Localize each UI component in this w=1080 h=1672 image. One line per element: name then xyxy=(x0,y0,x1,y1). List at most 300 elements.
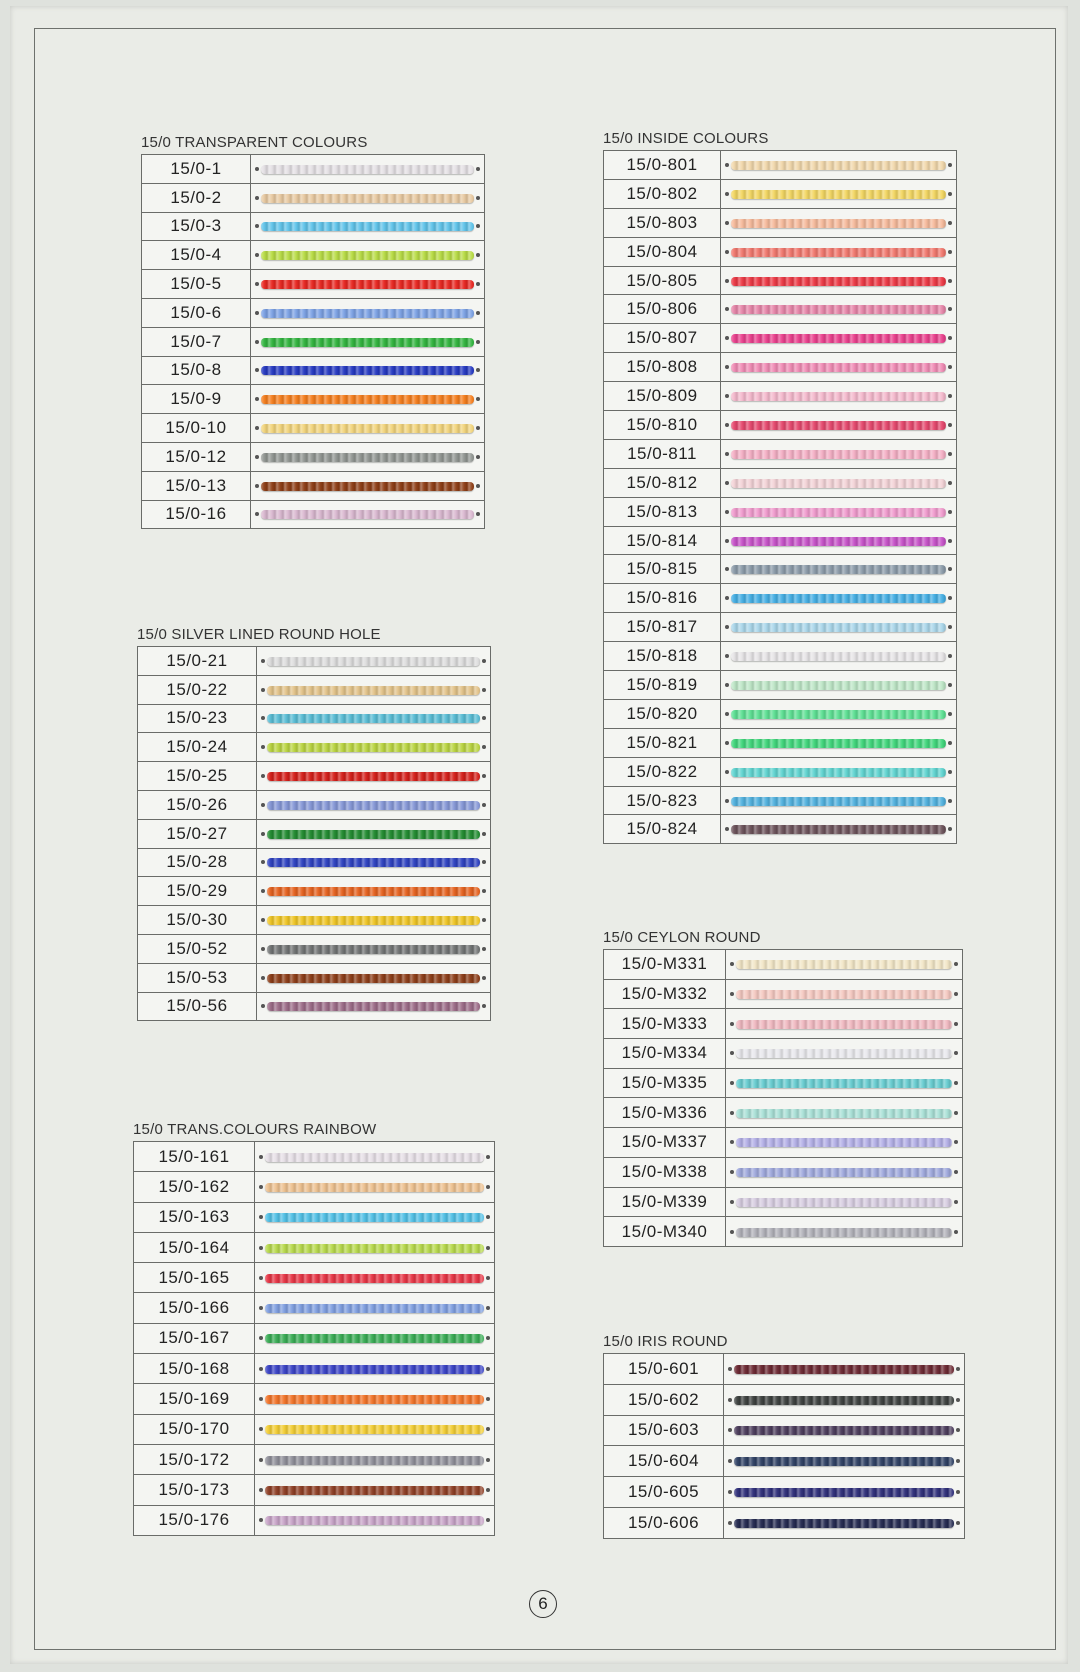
bead-strand xyxy=(736,1049,952,1058)
bead-strand xyxy=(261,338,474,347)
wire-end-icon xyxy=(482,803,486,807)
section-title: 15/0 INSIDE COLOURS xyxy=(603,130,769,147)
swatch-row xyxy=(604,1217,963,1247)
wire-end-icon xyxy=(948,221,952,225)
bead-sample-cell xyxy=(255,1263,495,1293)
wire-end-icon xyxy=(259,1336,263,1340)
bead-strand xyxy=(261,366,474,375)
wire-end-icon xyxy=(259,1488,263,1492)
bead-sample-cell xyxy=(726,1068,963,1098)
wire-end-icon xyxy=(725,510,729,514)
section-inside-colours xyxy=(603,128,957,844)
wire-end-icon xyxy=(486,1306,490,1310)
wire-end-icon xyxy=(725,163,729,167)
bead-sample-cell xyxy=(251,155,485,184)
bead-sample-cell xyxy=(724,1415,965,1446)
bead-strand xyxy=(265,1274,484,1283)
bead-sample-cell xyxy=(255,1232,495,1262)
bead-sample-cell xyxy=(251,327,485,356)
wire-end-icon xyxy=(956,1398,960,1402)
bead-strand xyxy=(267,801,480,810)
section-trans-colours-rainbow xyxy=(133,1119,495,1536)
wire-end-icon xyxy=(486,1488,490,1492)
color-code: 15/0-173 xyxy=(134,1475,255,1505)
bead-sample-cell xyxy=(255,1505,495,1535)
bead-sample-cell xyxy=(251,270,485,299)
wire-end-icon xyxy=(261,918,265,922)
swatch-row xyxy=(604,555,957,584)
swatch-row xyxy=(134,1232,495,1262)
swatch-row xyxy=(138,704,491,733)
bead-strand xyxy=(736,1020,952,1029)
color-code: 15/0-167 xyxy=(134,1323,255,1353)
wire-end-icon xyxy=(255,196,259,200)
bead-strand xyxy=(736,1138,952,1147)
wire-end-icon xyxy=(730,1200,734,1204)
color-code: 15/0-M338 xyxy=(604,1157,726,1187)
bead-strand xyxy=(261,280,474,289)
bead-sample-cell xyxy=(726,950,963,980)
bead-sample-cell xyxy=(721,815,957,844)
bead-strand xyxy=(261,309,474,318)
color-code: 15/0-605 xyxy=(604,1477,724,1508)
bead-strand xyxy=(261,424,474,433)
wire-end-icon xyxy=(486,1518,490,1522)
wire-end-icon xyxy=(476,282,480,286)
swatch-row xyxy=(604,468,957,497)
wire-end-icon xyxy=(725,250,729,254)
bead-strand xyxy=(267,1002,480,1011)
wire-end-icon xyxy=(956,1490,960,1494)
color-code: 15/0-823 xyxy=(604,786,721,815)
color-code: 15/0-604 xyxy=(604,1446,724,1477)
bead-sample-cell xyxy=(721,757,957,786)
swatch-row xyxy=(134,1202,495,1232)
bead-sample-cell xyxy=(726,979,963,1009)
swatch-row xyxy=(604,728,957,757)
swatch-table xyxy=(141,154,485,529)
swatch-row xyxy=(604,1128,963,1158)
wire-end-icon xyxy=(486,1427,490,1431)
swatch-row xyxy=(138,819,491,848)
bead-sample-cell xyxy=(721,382,957,411)
wire-end-icon xyxy=(725,827,729,831)
bead-sample-cell xyxy=(255,1202,495,1232)
wire-end-icon xyxy=(948,510,952,514)
color-code: 15/0-808 xyxy=(604,353,721,382)
bead-strand xyxy=(731,825,946,834)
swatch-row xyxy=(604,1157,963,1187)
bead-sample-cell xyxy=(257,848,491,877)
bead-sample-cell xyxy=(257,704,491,733)
swatch-row xyxy=(142,414,485,443)
wire-end-icon xyxy=(948,163,952,167)
color-code: 15/0-601 xyxy=(604,1354,724,1385)
wire-end-icon xyxy=(476,311,480,315)
bead-strand xyxy=(734,1457,954,1466)
bead-sample-cell xyxy=(251,385,485,414)
wire-end-icon xyxy=(948,625,952,629)
wire-end-icon xyxy=(476,484,480,488)
bead-sample-cell xyxy=(721,179,957,208)
wire-end-icon xyxy=(261,659,265,663)
wire-end-icon xyxy=(725,625,729,629)
bead-strand xyxy=(261,194,474,203)
color-code: 15/0-815 xyxy=(604,555,721,584)
color-code: 15/0-4 xyxy=(142,241,251,270)
catalog-sheet xyxy=(10,6,1068,1664)
wire-end-icon xyxy=(476,224,480,228)
swatch-row xyxy=(604,1415,965,1446)
wire-end-icon xyxy=(948,192,952,196)
wire-end-icon xyxy=(725,307,729,311)
color-code: 15/0-803 xyxy=(604,208,721,237)
wire-end-icon xyxy=(255,311,259,315)
wire-end-icon xyxy=(255,282,259,286)
color-code: 15/0-21 xyxy=(138,647,257,676)
bead-sample-cell xyxy=(721,555,957,584)
color-code: 15/0-24 xyxy=(138,733,257,762)
bead-strand xyxy=(265,1304,484,1313)
swatch-row xyxy=(134,1142,495,1172)
bead-strand xyxy=(267,974,480,983)
bead-sample-cell xyxy=(721,237,957,266)
swatch-row xyxy=(134,1444,495,1474)
wire-end-icon xyxy=(954,1051,958,1055)
swatch-row xyxy=(604,1039,963,1069)
wire-end-icon xyxy=(259,1397,263,1401)
bead-strand xyxy=(267,830,480,839)
bead-strand xyxy=(731,305,946,314)
bead-sample-cell xyxy=(251,414,485,443)
wire-end-icon xyxy=(255,397,259,401)
swatch-row xyxy=(142,500,485,529)
bead-strand xyxy=(261,251,474,260)
swatch-row xyxy=(134,1293,495,1323)
wire-end-icon xyxy=(954,1081,958,1085)
bead-strand xyxy=(731,710,946,719)
swatch-row xyxy=(138,934,491,963)
bead-sample-cell xyxy=(721,584,957,613)
bead-sample-cell xyxy=(255,1444,495,1474)
wire-end-icon xyxy=(486,1246,490,1250)
wire-end-icon xyxy=(948,423,952,427)
wire-end-icon xyxy=(486,1276,490,1280)
swatch-row xyxy=(134,1323,495,1353)
bead-strand xyxy=(734,1426,954,1435)
bead-strand xyxy=(261,165,474,174)
bead-sample-cell xyxy=(721,497,957,526)
wire-end-icon xyxy=(948,250,952,254)
bead-sample-cell xyxy=(251,298,485,327)
color-code: 15/0-6 xyxy=(142,298,251,327)
swatch-row xyxy=(138,877,491,906)
swatch-row xyxy=(604,382,957,411)
bead-strand xyxy=(731,652,946,661)
bead-strand xyxy=(267,686,480,695)
bead-strand xyxy=(731,363,946,372)
swatch-row xyxy=(138,762,491,791)
swatch-row xyxy=(142,442,485,471)
color-code: 15/0-170 xyxy=(134,1414,255,1444)
wire-end-icon xyxy=(476,253,480,257)
wire-end-icon xyxy=(725,567,729,571)
wire-end-icon xyxy=(725,423,729,427)
wire-end-icon xyxy=(954,1140,958,1144)
wire-end-icon xyxy=(259,1518,263,1522)
color-code: 15/0-9 xyxy=(142,385,251,414)
color-code: 15/0-8 xyxy=(142,356,251,385)
wire-end-icon xyxy=(948,452,952,456)
bead-strand xyxy=(731,248,946,257)
bead-strand xyxy=(736,1228,952,1237)
bead-strand xyxy=(267,858,480,867)
bead-strand xyxy=(731,277,946,286)
color-code: 15/0-824 xyxy=(604,815,721,844)
wire-end-icon xyxy=(482,774,486,778)
bead-strand xyxy=(265,1516,484,1525)
bead-strand xyxy=(265,1456,484,1465)
wire-end-icon xyxy=(486,1336,490,1340)
wire-end-icon xyxy=(730,1022,734,1026)
bead-strand xyxy=(265,1153,484,1162)
wire-end-icon xyxy=(476,512,480,516)
color-code: 15/0-16 xyxy=(142,500,251,529)
color-code: 15/0-28 xyxy=(138,848,257,877)
wire-end-icon xyxy=(476,426,480,430)
wire-end-icon xyxy=(948,741,952,745)
wire-end-icon xyxy=(730,1170,734,1174)
wire-end-icon xyxy=(948,539,952,543)
color-code: 15/0-163 xyxy=(134,1202,255,1232)
bead-sample-cell xyxy=(257,647,491,676)
bead-sample-cell xyxy=(257,877,491,906)
swatch-row xyxy=(604,1009,963,1039)
wire-end-icon xyxy=(948,712,952,716)
bead-sample-cell xyxy=(726,1098,963,1128)
color-code: 15/0-M340 xyxy=(604,1217,726,1247)
bead-strand xyxy=(261,510,474,519)
bead-sample-cell xyxy=(257,790,491,819)
wire-end-icon xyxy=(725,336,729,340)
wire-end-icon xyxy=(476,368,480,372)
wire-end-icon xyxy=(261,976,265,980)
wire-end-icon xyxy=(948,683,952,687)
swatch-row xyxy=(142,356,485,385)
bead-sample-cell xyxy=(721,208,957,237)
color-code: 15/0-27 xyxy=(138,819,257,848)
bead-strand xyxy=(731,392,946,401)
page-frame xyxy=(34,28,1056,1650)
wire-end-icon xyxy=(725,799,729,803)
wire-end-icon xyxy=(482,860,486,864)
wire-end-icon xyxy=(486,1458,490,1462)
wire-end-icon xyxy=(259,1215,263,1219)
wire-end-icon xyxy=(725,394,729,398)
color-code: 15/0-22 xyxy=(138,675,257,704)
swatch-row xyxy=(604,1068,963,1098)
wire-end-icon xyxy=(948,336,952,340)
bead-sample-cell xyxy=(255,1323,495,1353)
swatch-row xyxy=(134,1384,495,1414)
wire-end-icon xyxy=(725,481,729,485)
bead-sample-cell xyxy=(257,733,491,762)
bead-sample-cell xyxy=(721,353,957,382)
swatch-row xyxy=(604,151,957,180)
swatch-row xyxy=(604,642,957,671)
swatch-row xyxy=(138,790,491,819)
swatch-row xyxy=(604,179,957,208)
bead-sample-cell xyxy=(255,1475,495,1505)
color-code: 15/0-813 xyxy=(604,497,721,526)
wire-end-icon xyxy=(255,340,259,344)
wire-end-icon xyxy=(261,774,265,778)
bead-strand xyxy=(265,1395,484,1404)
wire-end-icon xyxy=(730,962,734,966)
section-title: 15/0 IRIS ROUND xyxy=(603,1333,728,1350)
bead-strand xyxy=(265,1425,484,1434)
wire-end-icon xyxy=(476,340,480,344)
swatch-table xyxy=(603,150,957,844)
wire-end-icon xyxy=(255,167,259,171)
wire-end-icon xyxy=(730,1081,734,1085)
swatch-row xyxy=(138,848,491,877)
wire-end-icon xyxy=(259,1246,263,1250)
section-ceylon-round xyxy=(603,927,963,1247)
bead-sample-cell xyxy=(251,500,485,529)
wire-end-icon xyxy=(261,1004,265,1008)
wire-end-icon xyxy=(948,596,952,600)
swatch-row xyxy=(134,1475,495,1505)
wire-end-icon xyxy=(728,1428,732,1432)
bead-sample-cell xyxy=(724,1354,965,1385)
bead-sample-cell xyxy=(251,442,485,471)
wire-end-icon xyxy=(725,365,729,369)
swatch-row xyxy=(604,295,957,324)
wire-end-icon xyxy=(728,1398,732,1402)
bead-strand xyxy=(265,1213,484,1222)
swatch-row xyxy=(142,385,485,414)
swatch-table xyxy=(137,646,491,1021)
bead-sample-cell xyxy=(721,728,957,757)
wire-end-icon xyxy=(476,196,480,200)
wire-end-icon xyxy=(728,1459,732,1463)
wire-end-icon xyxy=(259,1276,263,1280)
section-title: 15/0 TRANS.COLOURS RAINBOW xyxy=(133,1121,377,1138)
color-code: 15/0-M333 xyxy=(604,1009,726,1039)
bead-sample-cell xyxy=(721,786,957,815)
color-code: 15/0-164 xyxy=(134,1232,255,1262)
wire-end-icon xyxy=(482,918,486,922)
bead-sample-cell xyxy=(257,992,491,1021)
wire-end-icon xyxy=(956,1459,960,1463)
color-code: 15/0-25 xyxy=(138,762,257,791)
color-code: 15/0-M331 xyxy=(604,950,726,980)
wire-end-icon xyxy=(476,455,480,459)
bead-strand xyxy=(731,739,946,748)
bead-strand xyxy=(261,453,474,462)
swatch-table xyxy=(133,1141,495,1536)
bead-sample-cell xyxy=(721,439,957,468)
swatch-row xyxy=(134,1172,495,1202)
swatch-row xyxy=(138,733,491,762)
wire-end-icon xyxy=(730,1111,734,1115)
bead-sample-cell xyxy=(726,1157,963,1187)
wire-end-icon xyxy=(259,1458,263,1462)
color-code: 15/0-161 xyxy=(134,1142,255,1172)
color-code: 15/0-818 xyxy=(604,642,721,671)
wire-end-icon xyxy=(482,688,486,692)
color-code: 15/0-169 xyxy=(134,1384,255,1414)
wire-end-icon xyxy=(956,1367,960,1371)
wire-end-icon xyxy=(482,889,486,893)
swatch-row xyxy=(604,1384,965,1415)
wire-end-icon xyxy=(956,1428,960,1432)
bead-sample-cell xyxy=(255,1142,495,1172)
bead-strand xyxy=(736,960,952,969)
wire-end-icon xyxy=(255,512,259,516)
swatch-row xyxy=(604,1354,965,1385)
bead-strand xyxy=(267,945,480,954)
swatch-row xyxy=(604,613,957,642)
bead-strand xyxy=(731,537,946,546)
wire-end-icon xyxy=(259,1155,263,1159)
wire-end-icon xyxy=(482,947,486,951)
wire-end-icon xyxy=(255,426,259,430)
wire-end-icon xyxy=(259,1427,263,1431)
wire-end-icon xyxy=(948,827,952,831)
bead-strand xyxy=(731,190,946,199)
bead-sample-cell xyxy=(726,1217,963,1247)
swatch-row xyxy=(142,270,485,299)
wire-end-icon xyxy=(954,1170,958,1174)
wire-end-icon xyxy=(255,484,259,488)
wire-end-icon xyxy=(725,221,729,225)
bead-strand xyxy=(736,1109,952,1118)
swatch-row xyxy=(142,155,485,184)
wire-end-icon xyxy=(728,1367,732,1371)
swatch-row xyxy=(604,237,957,266)
section-iris-round xyxy=(603,1331,965,1539)
bead-strand xyxy=(265,1486,484,1495)
color-code: 15/0-5 xyxy=(142,270,251,299)
bead-strand xyxy=(736,990,952,999)
section-silver-lined-round-hole xyxy=(137,624,491,1021)
bead-strand xyxy=(731,797,946,806)
color-code: 15/0-30 xyxy=(138,906,257,935)
bead-sample-cell xyxy=(255,1384,495,1414)
swatch-row xyxy=(604,979,963,1009)
wire-end-icon xyxy=(259,1185,263,1189)
wire-end-icon xyxy=(261,860,265,864)
bead-sample-cell xyxy=(726,1187,963,1217)
color-code: 15/0-822 xyxy=(604,757,721,786)
bead-strand xyxy=(734,1365,954,1374)
wire-end-icon xyxy=(482,832,486,836)
wire-end-icon xyxy=(948,307,952,311)
color-code: 15/0-10 xyxy=(142,414,251,443)
wire-end-icon xyxy=(730,1140,734,1144)
bead-strand xyxy=(267,772,480,781)
bead-sample-cell xyxy=(251,471,485,500)
wire-end-icon xyxy=(725,770,729,774)
wire-end-icon xyxy=(954,992,958,996)
wire-end-icon xyxy=(725,596,729,600)
color-code: 15/0-807 xyxy=(604,324,721,353)
wire-end-icon xyxy=(261,832,265,836)
bead-sample-cell xyxy=(721,526,957,555)
swatch-row xyxy=(604,266,957,295)
